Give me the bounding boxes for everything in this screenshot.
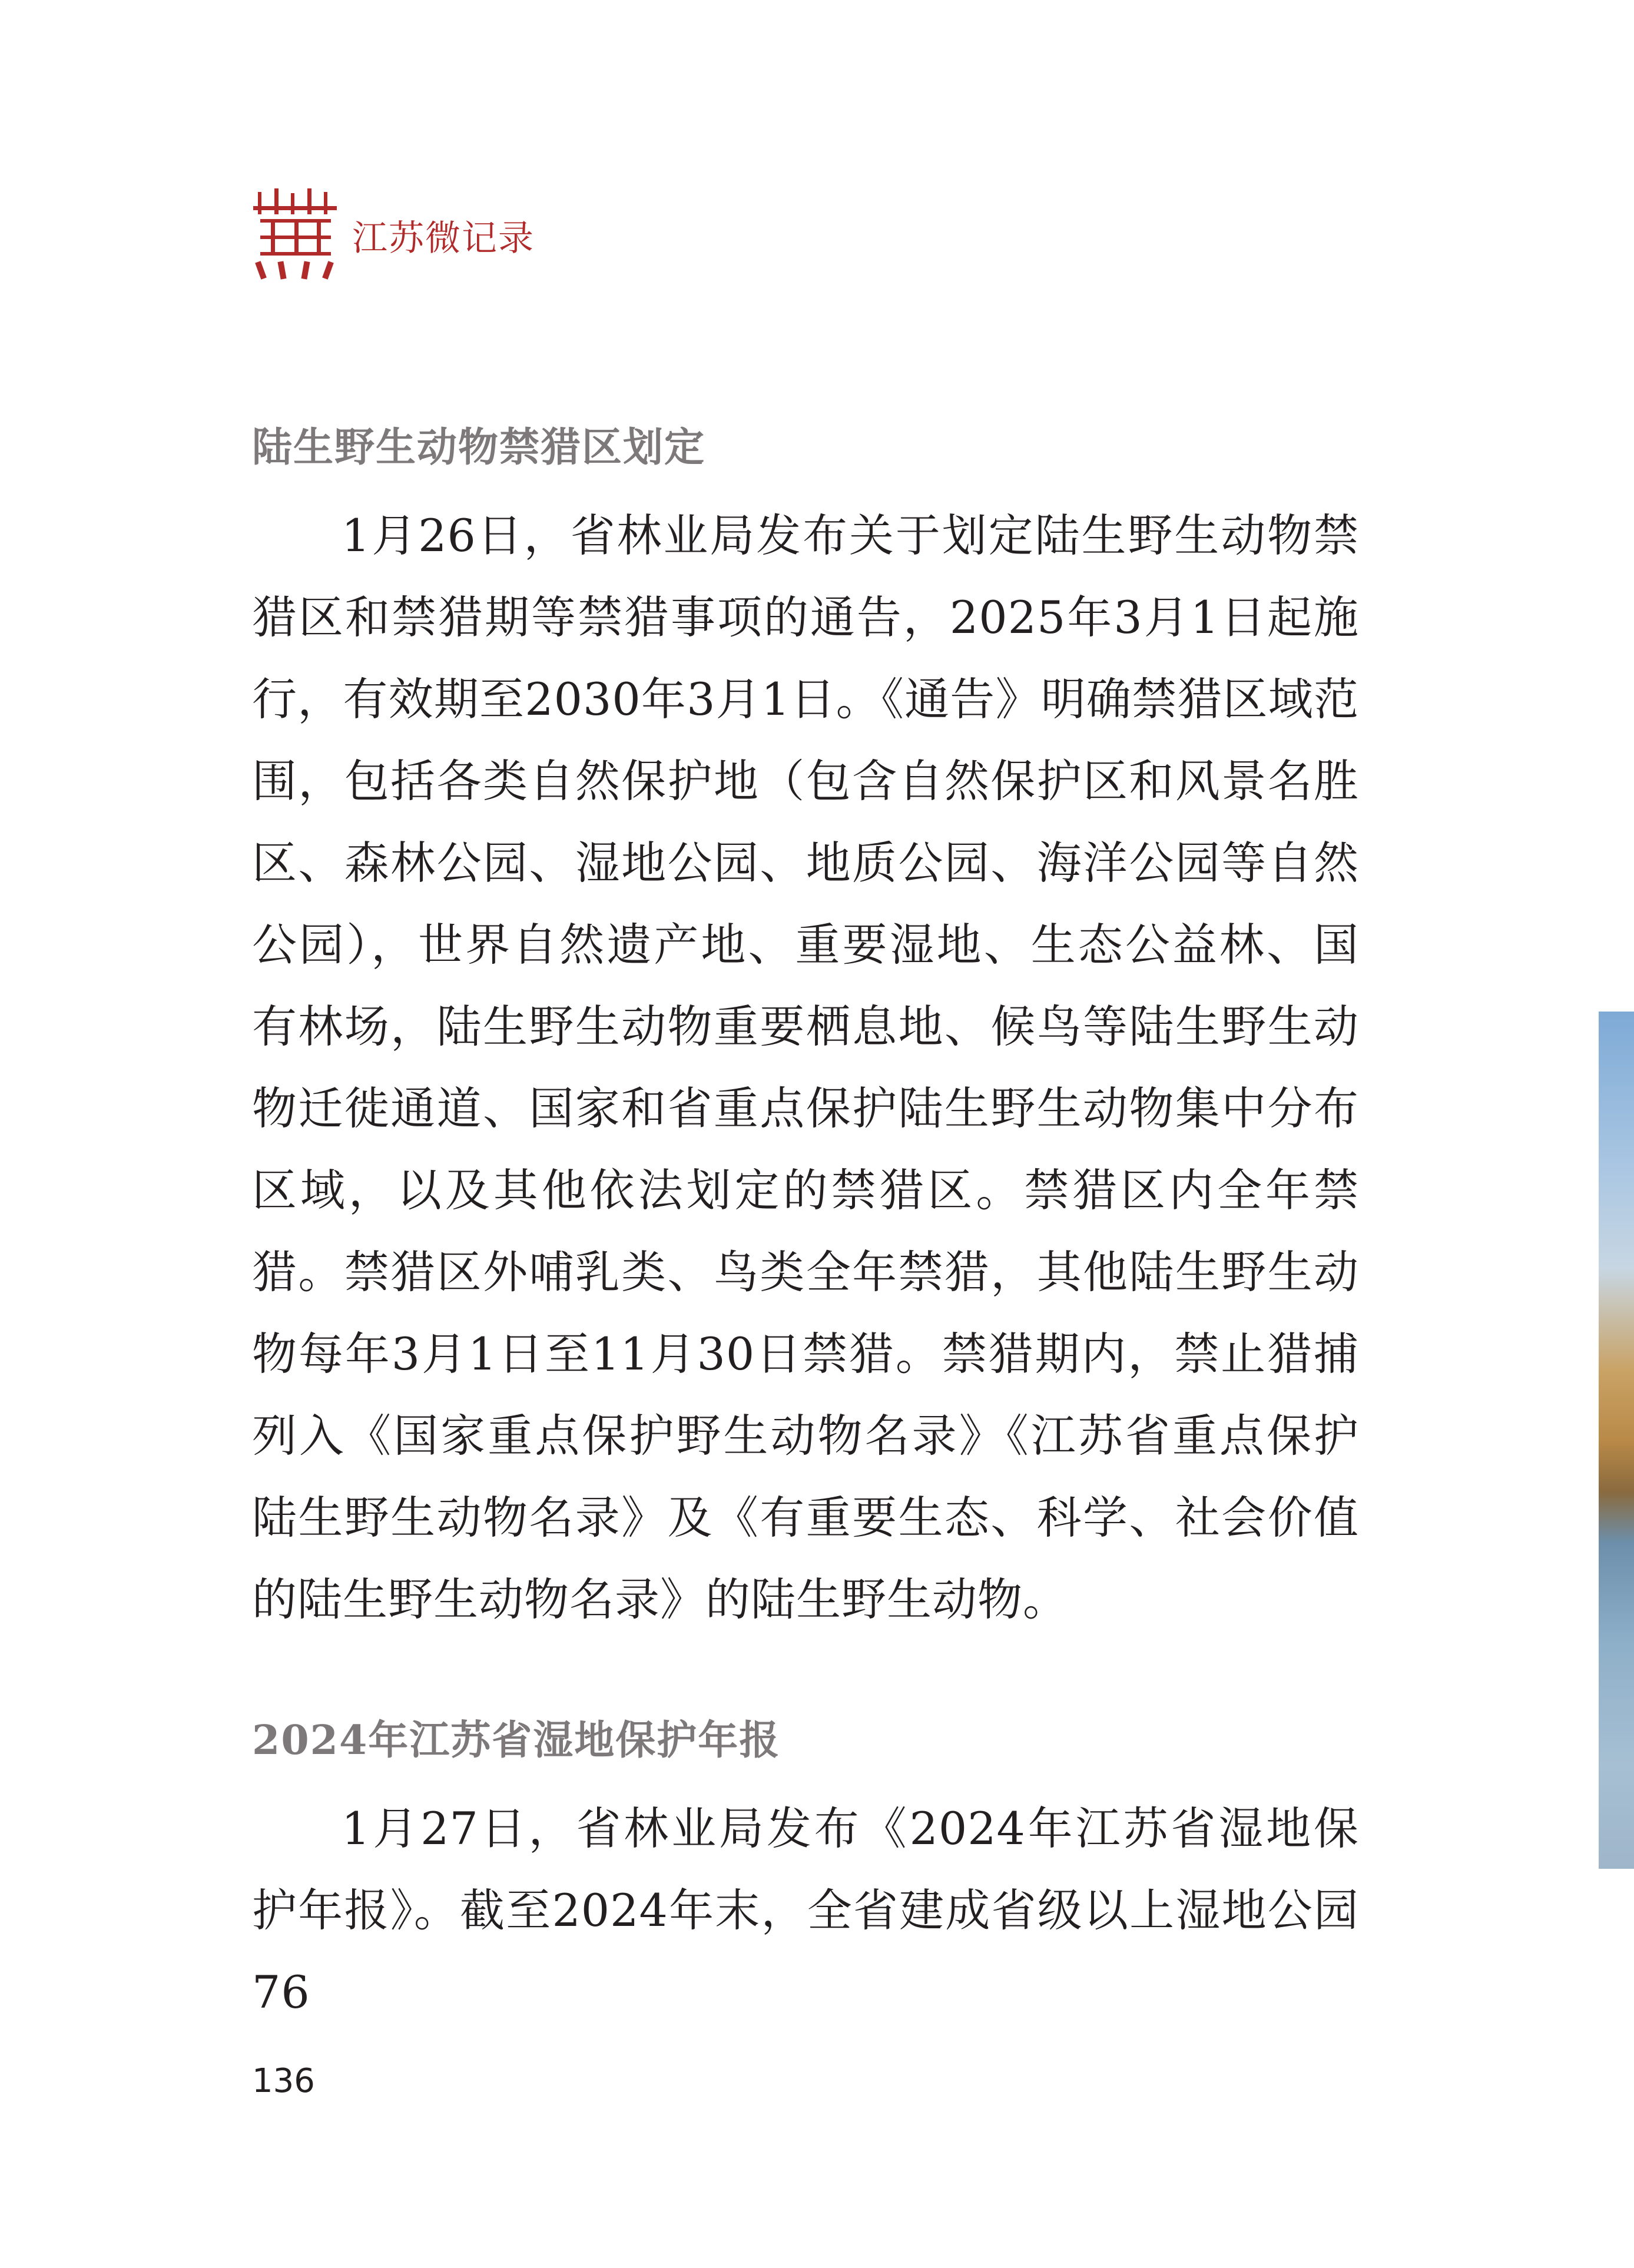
brand-title: 江苏微记录 (352, 218, 535, 259)
section-gap (252, 1640, 1359, 1699)
section-title: 2024年江苏省湿地保护年报 (252, 1717, 781, 1764)
page-number: 136 (252, 2062, 315, 2100)
section-paragraph: 1月27日，省林业局发布《2024年江苏省湿地保护年报》。截至2024年末，全省建成省级以上湿地公园76 (252, 1802, 1359, 2018)
page-body (252, 406, 1359, 2033)
section-paragraph: 1月26日，省林业局发布关于划定陆生野生动物禁猎区和禁猎期等禁猎事项的通告，2025年3月1日起施行，有效期至2030年3月1日。《通告》明确禁猎区域范围，包括各类自然保护地（包含自然保护区和风景名胜区、森林公园、湿地公园、地质公园、海洋公园等自然公园），世界自然遗产地、重要湿地、生态公益林、国有林场，陆生野生动物重要栖息地、候鸟等陆生野生动物迁徙通道、国家和省重点保护陆生野生动物集中分布区域，以及其他依法划定的禁猎区。禁猎区内全年禁猎。禁猎区外哺乳类、鸟类全年禁猎，其他陆生野生动物每年3月1日至11月30日禁猎。禁猎期内，禁止猎捕列入《国家重点保护野生动物名录》《江苏省重点保护陆生野生动物名录》及《有重要生态、科学、社会价值的陆生野生动物名录》的陆生野生动物。 (252, 509, 1359, 1626)
header-brand (253, 188, 535, 283)
su-character-logo-icon (253, 188, 342, 283)
edge-photo-strip (1599, 1012, 1634, 1869)
section-title: 陆生野生动物禁猎区划定 (252, 424, 706, 471)
